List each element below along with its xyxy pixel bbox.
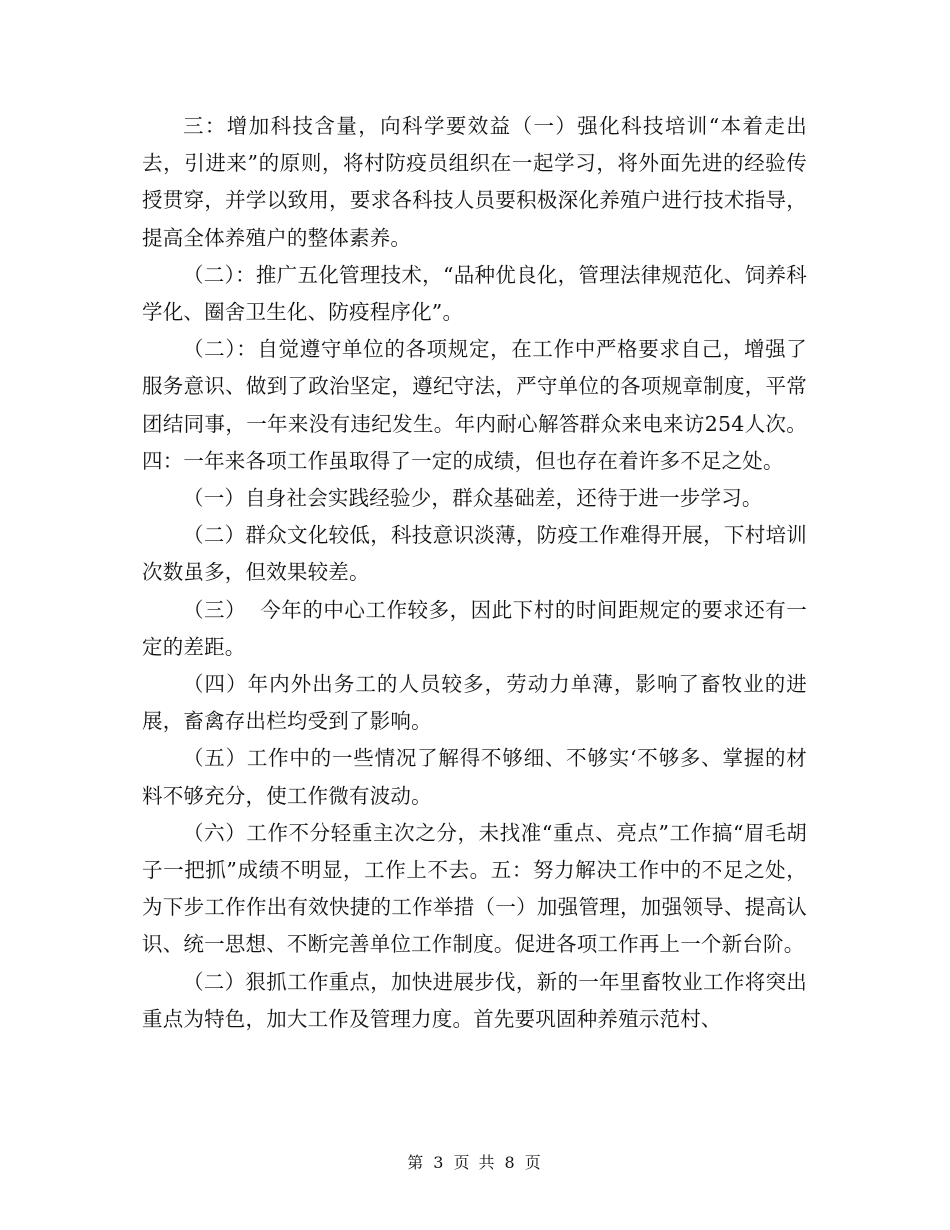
paragraph-2: （二）：推广五化管理技术，“品种优良化，管理法律规范化、饲养科学化、圈舍卫生化、防疫程序化”。 [142, 262, 807, 325]
paragraph-8: （五）工作中的一些情况了解得不够细、不够实‘不够多、掌握的材料不够充分，使工作微有波动。 [142, 746, 807, 808]
paragraph-10: （二）狠抓工作重点，加快进展步伐，新的一年里畜牧业工作将突出重点为特色，加大工作及管理力度。首先要巩固种养殖示范村、 [142, 969, 807, 1031]
footer-suffix: 页 [524, 1153, 543, 1172]
footer-middle: 页 共 [453, 1153, 497, 1172]
paragraph-3: （二）：自觉遵守单位的各项规定，在工作中严格要求自己，增强了服务意识、做到了政治坚定，遵纪守法，严守单位的各项规章制度，平常团结同事，一年来没有违纪发生。年内耐心解答群众来电来访254人次。四：一年来各项工作虽取得了一定的成绩，但也存在着许多不足之处。 [142, 337, 807, 473]
paragraph-7: （四）年内外出务工的人员较多，劳动力单薄，影响了畜牧业的进展，畜禽存出栏均受到了影响。 [142, 672, 807, 734]
paragraph-9: （六）工作不分轻重主次之分，未找准“重点、亮点”工作搞“眉毛胡子一把抓”成绩不明显，工作上不去。五：努力解决工作中的不足之处，为下步工作作出有效快捷的工作举措（一）加强管理，加强领导、提高认识、统一思想、不断完善单位工作制度。促进各项工作再上一个新台阶。 [142, 820, 807, 957]
paragraph-5: （二）群众文化较低，科技意识淡薄，防疫工作难得开展，下村培训次数虽多，但效果较差。 [142, 523, 807, 585]
paragraph-6: （三） 今年的中心工作较多，因此下村的时间距规定的要求还有一定的差距。 [142, 597, 807, 659]
footer-prefix: 第 [407, 1153, 426, 1172]
document-body [142, 108, 807, 1038]
page-footer [0, 1150, 950, 1173]
paragraph-1: 三：增加科技含量，向科学要效益（一）强化科技培训“本着走出去，引进来”的原则，将村防疫员组织在一起学习，将外面先进的经验传授贯穿，并学以致用，要求各科技人员要积极深化养殖户进行技术指导，提高全体养殖户的整体素养。 [142, 114, 807, 250]
paragraph-4: （一）自身社会实践经验少，群众基础差，还待于进一步学习。 [183, 486, 763, 511]
page-total: 8 [504, 1153, 517, 1172]
page-number: 3 [433, 1153, 446, 1172]
